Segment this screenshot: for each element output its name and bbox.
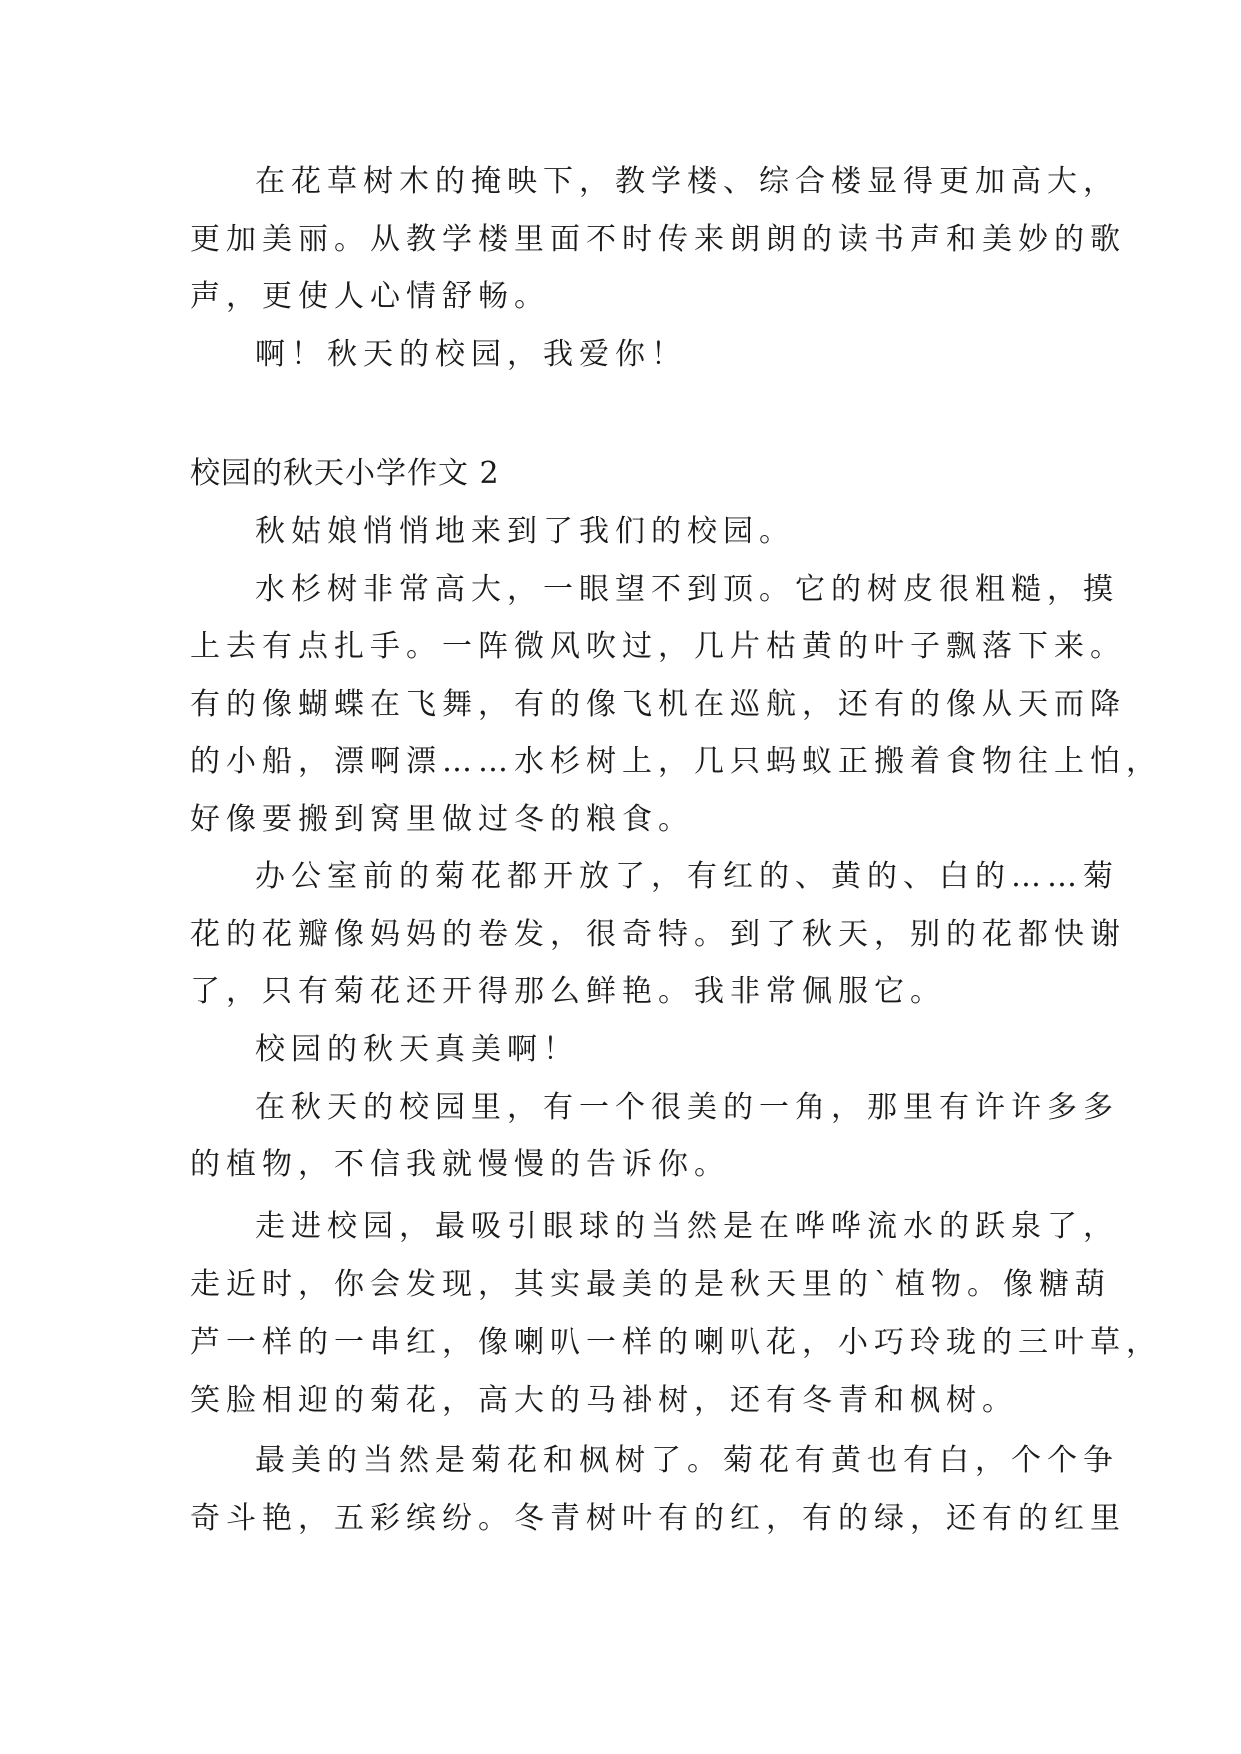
- paragraph-line: 奇斗艳，五彩缤纷。冬青树叶有的红，有的绿，还有的红里: [190, 1501, 1126, 1536]
- paragraph-line: 走进校园，最吸引眼球的当然是在哗哗流水的跃泉了，: [255, 1209, 1119, 1244]
- paragraph-line: 办公室前的菊花都开放了，有红的、黄的、白的……菊: [255, 859, 1119, 894]
- paragraph-line: 有的像蝴蝶在飞舞，有的像飞机在巡航，还有的像从天而降: [190, 687, 1126, 722]
- paragraph-line: 好像要搬到窝里做过冬的粮食。: [190, 802, 694, 837]
- paragraph-line: 最美的当然是菊花和枫树了。菊花有黄也有白，个个争: [255, 1443, 1119, 1478]
- paragraph-line: 在秋天的校园里，有一个很美的一角，那里有许许多多: [255, 1090, 1119, 1125]
- paragraph-line: 的植物，不信我就慢慢的告诉你。: [190, 1147, 730, 1182]
- paragraph-line: 声，更使人心情舒畅。: [190, 279, 550, 314]
- paragraph-line: 更加美丽。从教学楼里面不时传来朗朗的读书声和美妙的歌: [190, 222, 1126, 257]
- paragraph-line: 在花草树木的掩映下，教学楼、综合楼显得更加高大，: [255, 164, 1119, 199]
- paragraph-line: 上去有点扎手。一阵微风吹过，几片枯黄的叶子飘落下来。: [190, 629, 1126, 664]
- paragraph-line: 啊！秋天的校园，我爱你！: [255, 337, 687, 372]
- paragraph-line: 花的花瓣像妈妈的卷发，很奇特。到了秋天，别的花都快谢: [190, 917, 1126, 952]
- paragraph-line: 走近时，你会发现，其实最美的是秋天里的`植物。像糖葫: [190, 1267, 1111, 1302]
- paragraph-line: 了，只有菊花还开得那么鲜艳。我非常佩服它。: [190, 974, 946, 1009]
- section-heading: 校园的秋天小学作文 2: [190, 456, 500, 491]
- paragraph-line: 校园的秋天真美啊！: [255, 1032, 579, 1067]
- paragraph-line: 秋姑娘悄悄地来到了我们的校园。: [255, 514, 795, 549]
- paragraph-line: 的小船，漂啊漂……水杉树上，几只蚂蚁正搬着食物往上怕，: [190, 744, 1162, 779]
- paragraph-line: 芦一样的一串红，像喇叭一样的喇叭花，小巧玲珑的三叶草，: [190, 1325, 1162, 1360]
- paragraph-line: 水杉树非常高大，一眼望不到顶。它的树皮很粗糙，摸: [255, 572, 1119, 607]
- paragraph-line: 笑脸相迎的菊花，高大的马褂树，还有冬青和枫树。: [190, 1383, 1018, 1418]
